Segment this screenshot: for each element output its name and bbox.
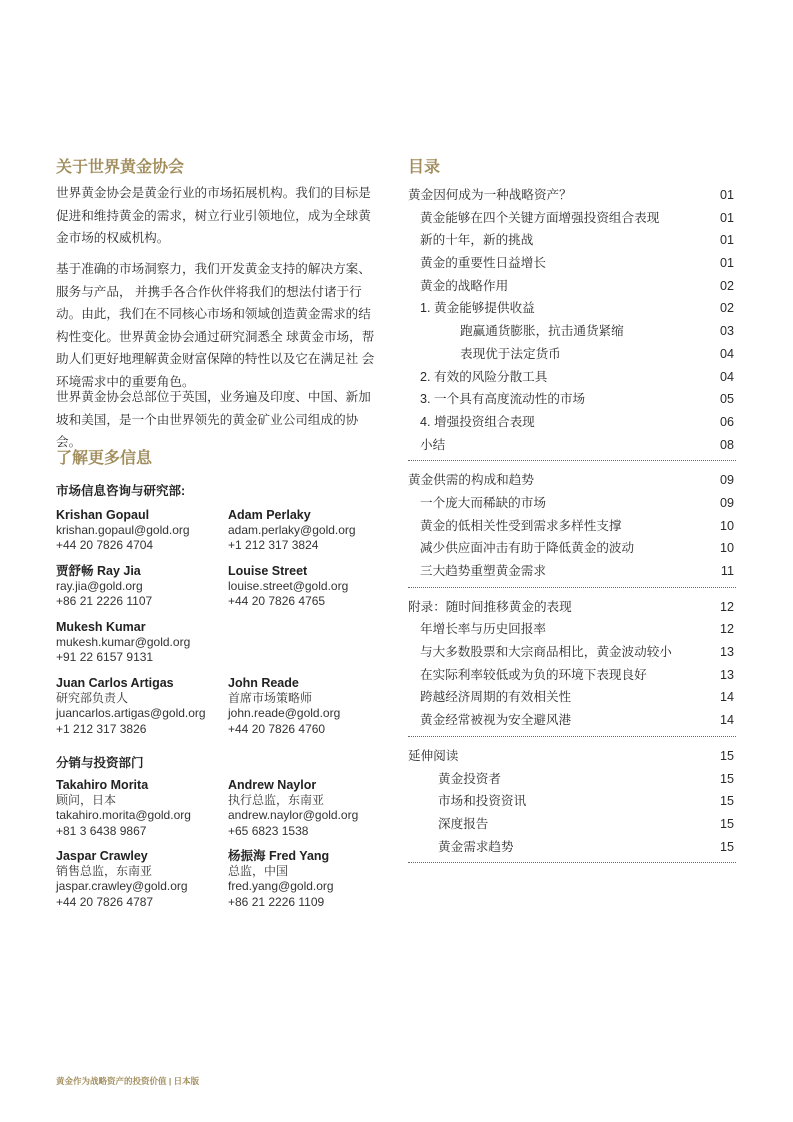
- toc-entry-title: 延伸阅读: [408, 748, 459, 763]
- toc-entry[interactable]: [408, 469, 736, 492]
- contact-card: [56, 620, 190, 666]
- toc-entry-title: 深度报告: [438, 816, 489, 831]
- about-paragraph: 基于准确的市场洞察力，我们开发黄金支持的解决方案、服务与产品， 并携手各合作伙伴将我们的想法付诸于行动。由此，我们在不同核心市场和领域创造黄金需求的结构性变化。世界黄金协会通过研究洞悉全 球黄金市场，帮助人们更好地理解黄金财富保障的特性以及它在满足社 会环境需求中的重要角色。: [56, 262, 375, 389]
- toc-entry-title: 三大趋势重塑黄金需求: [420, 564, 546, 578]
- contact-card: [228, 676, 340, 737]
- toc-entry-page: 12: [719, 622, 734, 637]
- toc-entry-title: 小结: [420, 437, 446, 452]
- toc-entry-title: 3. 一个具有高度流动性的市场: [420, 392, 586, 407]
- contact-phone: +65 6823 1538: [228, 823, 309, 838]
- contact-role: 研究部负责人: [56, 691, 129, 706]
- toc-entry-page: 15: [719, 839, 734, 854]
- toc-entry[interactable]: [408, 411, 736, 434]
- toc-entry-page: 14: [719, 713, 734, 728]
- toc-entry-page: 13: [719, 667, 734, 682]
- toc-entry[interactable]: [408, 229, 736, 252]
- toc-entry-title: 与大多数股票和大宗商品相比，黄金波动较小: [420, 645, 672, 660]
- contact-name: John Reade: [228, 676, 299, 690]
- contact-phone: +44 20 7826 4704: [56, 538, 154, 553]
- contact-card: [56, 564, 152, 610]
- toc-section: [408, 469, 736, 587]
- contact-email[interactable]: john.reade@gold.org: [228, 706, 341, 721]
- contact-email[interactable]: juancarlos.artigas@gold.org: [56, 706, 206, 721]
- toc-entry-title: 黄金的战略作用: [420, 278, 509, 293]
- toc-section: [408, 184, 736, 461]
- contact-email[interactable]: jaspar.crawley@gold.org: [56, 879, 188, 894]
- toc-entry[interactable]: [408, 320, 736, 343]
- toc-entry-title: 跑赢通货膨胀，抗击通货紧缩: [460, 324, 624, 339]
- contact-email[interactable]: fred.yang@gold.org: [228, 879, 334, 894]
- table-of-contents: [408, 184, 736, 871]
- toc-entry[interactable]: [408, 768, 736, 791]
- contact-email[interactable]: adam.perlaky@gold.org: [228, 523, 356, 538]
- contact-email[interactable]: louise.street@gold.org: [228, 579, 349, 594]
- toc-entry-title: 表现优于法定货币: [460, 346, 561, 361]
- contact-phone: +81 3 6438 9867: [56, 823, 147, 838]
- contact-name: Louise Street: [228, 564, 308, 578]
- about-paragraph: 世界黄金协会是黄金行业的市场拓展机构。我们的目标是促进和维持黄金的需求，树立行业引领地位，成为全球黄金市场的权威机构。: [56, 186, 371, 246]
- contact-name: Takahiro Morita: [56, 778, 149, 792]
- toc-entry-title: 黄金经常被视为安全避风港: [420, 713, 572, 728]
- toc-entry-title: 市场和投资资讯: [438, 794, 527, 809]
- contact-card: [228, 778, 358, 839]
- toc-section: [408, 745, 736, 863]
- contact-email[interactable]: ray.jia@gold.org: [56, 579, 143, 594]
- toc-entry-title: 一个庞大而稀缺的市场: [420, 495, 546, 510]
- toc-entry[interactable]: [408, 813, 736, 836]
- contact-phone: +91 22 6157 9131: [56, 650, 154, 665]
- toc-entry-page: 08: [719, 437, 734, 452]
- toc-entry-page: 06: [719, 414, 734, 429]
- contact-card: [56, 778, 191, 839]
- contact-phone: +44 20 7826 4787: [56, 894, 154, 909]
- toc-entry-page: 02: [719, 278, 734, 293]
- contact-name: 杨振海 Fred Yang: [228, 849, 330, 863]
- contact-phone: +86 21 2226 1107: [56, 594, 153, 609]
- toc-entry-title: 4. 增强投资组合表现: [420, 414, 535, 429]
- toc-entry[interactable]: [408, 366, 736, 389]
- toc-entry-page: 15: [719, 771, 734, 786]
- toc-section: [408, 596, 736, 737]
- contact-phone: +86 21 2226 1109: [228, 894, 325, 909]
- contact-card: [228, 564, 348, 610]
- toc-entry-page: 11: [720, 564, 734, 578]
- contact-card: [56, 508, 190, 554]
- toc-entry-page: 01: [719, 188, 734, 202]
- toc-title: 目录: [408, 159, 441, 176]
- toc-entry-page: 09: [719, 495, 734, 510]
- toc-entry[interactable]: [408, 709, 736, 732]
- toc-entry[interactable]: [408, 537, 736, 560]
- contact-phone: +44 20 7826 4765: [228, 594, 326, 609]
- research-title: 市场信息咨询与研究部:: [56, 484, 186, 498]
- toc-entry-page: 01: [719, 256, 734, 271]
- contact-name: Mukesh Kumar: [56, 620, 146, 634]
- toc-entry[interactable]: [408, 596, 736, 619]
- toc-entry-page: 01: [719, 210, 734, 225]
- more-info-title: 了解更多信息: [56, 450, 153, 467]
- contact-card: [228, 508, 356, 554]
- toc-entry[interactable]: [408, 618, 736, 641]
- toc-entry[interactable]: [408, 207, 736, 230]
- toc-entry-title: 黄金需求趋势: [438, 839, 514, 854]
- toc-entry-title: 减少供应面冲击有助于降低黄金的波动: [420, 541, 635, 556]
- toc-entry-page: 01: [719, 233, 734, 248]
- toc-entry-page: 14: [719, 690, 734, 705]
- contact-name: Jaspar Crawley: [56, 849, 148, 863]
- contact-email[interactable]: andrew.naylor@gold.org: [228, 808, 359, 823]
- contact-card: [56, 849, 188, 910]
- toc-entry-title: 黄金因何成为一种战略资产？: [408, 188, 572, 202]
- contact-phone: +1 212 317 3826: [56, 721, 147, 736]
- about-title: 关于世界黄金协会: [56, 159, 185, 176]
- toc-entry-title: 2. 有效的风险分散工具: [420, 369, 548, 384]
- contact-card: [56, 676, 206, 737]
- toc-entry[interactable]: [408, 686, 736, 709]
- toc-entry-title: 新的十年，新的挑战: [420, 233, 534, 248]
- toc-entry[interactable]: [408, 492, 736, 515]
- toc-entry-page: 12: [719, 599, 734, 614]
- contact-email[interactable]: mukesh.kumar@gold.org: [56, 635, 191, 650]
- contact-name: Andrew Naylor: [228, 778, 317, 792]
- toc-entry[interactable]: [408, 836, 736, 859]
- toc-entry[interactable]: [408, 275, 736, 298]
- contact-email[interactable]: takahiro.morita@gold.org: [56, 808, 191, 823]
- toc-entry[interactable]: [408, 745, 736, 768]
- toc-entry-title: 黄金的低相关性受到需求多样性支撑: [420, 518, 622, 533]
- contact-role: 首席市场策略师: [228, 691, 313, 706]
- contact-role: 销售总监，东南亚: [56, 864, 153, 879]
- toc-entry-page: 13: [719, 645, 734, 660]
- distribution-title: 分销与投资部门: [56, 756, 144, 770]
- toc-entry[interactable]: [408, 664, 736, 687]
- footer: 黄金作为战略资产的投资价值 | 日本版: [56, 1076, 200, 1086]
- toc-entry[interactable]: [408, 515, 736, 538]
- toc-entry[interactable]: [408, 343, 736, 366]
- toc-entry-title: 黄金供需的构成和趋势: [408, 473, 534, 488]
- toc-entry-page: 15: [719, 794, 734, 809]
- toc-entry-title: 黄金能够在四个关键方面增强投资组合表现: [420, 210, 660, 225]
- contact-role: 总监，中国: [228, 864, 289, 879]
- toc-entry-page: 02: [719, 301, 734, 316]
- contact-name: Krishan Gopaul: [56, 508, 150, 522]
- toc-entry-title: 跨越经济周期的有效相关性: [420, 690, 572, 705]
- toc-entry-page: 04: [719, 346, 734, 361]
- toc-entry[interactable]: [408, 434, 736, 457]
- contact-role: 顾问，日本: [56, 793, 117, 808]
- contact-card: [228, 849, 334, 910]
- toc-entry-page: 10: [719, 518, 734, 533]
- toc-entry-page: 09: [719, 473, 734, 488]
- toc-entry-title: 黄金投资者: [438, 771, 501, 786]
- toc-entry[interactable]: [408, 297, 736, 320]
- toc-entry-page: 03: [719, 324, 734, 339]
- toc-entry[interactable]: [408, 790, 736, 813]
- toc-entry-title: 年增长率与历史回报率: [420, 622, 546, 637]
- toc-entry-page: 10: [719, 541, 734, 556]
- toc-entry[interactable]: [408, 641, 736, 664]
- toc-entry-page: 04: [719, 369, 734, 384]
- contact-name: 贾舒畅 Ray Jia: [56, 564, 141, 578]
- about-paragraph: 世界黄金协会总部位于英国，业务遍及印度、中国、新加坡和美国，是一个由世界领先的黄金矿业公司组成的协会。: [56, 390, 371, 450]
- toc-entry-title: 1. 黄金能够提供收益: [420, 301, 535, 316]
- toc-entry-page: 15: [719, 816, 734, 831]
- contact-phone: +1 212 317 3824: [228, 538, 319, 553]
- contact-name: Juan Carlos Artigas: [56, 676, 174, 690]
- contact-name: Adam Perlaky: [228, 508, 311, 522]
- toc-entry-page: 05: [719, 392, 734, 407]
- toc-entry[interactable]: [408, 184, 736, 207]
- contact-phone: +44 20 7826 4760: [228, 721, 326, 736]
- contact-email[interactable]: krishan.gopaul@gold.org: [56, 523, 190, 538]
- toc-entry[interactable]: [408, 252, 736, 275]
- toc-entry-page: 15: [719, 748, 734, 763]
- toc-entry[interactable]: [408, 388, 736, 411]
- toc-entry-title: 附录：随时间推移黄金的表现: [408, 599, 572, 614]
- toc-entry-title: 在实际利率较低或为负的环境下表现良好: [420, 667, 647, 682]
- toc-entry[interactable]: [408, 560, 736, 583]
- toc-entry-title: 黄金的重要性日益增长: [420, 256, 546, 271]
- contact-role: 执行总监，东南亚: [228, 793, 325, 808]
